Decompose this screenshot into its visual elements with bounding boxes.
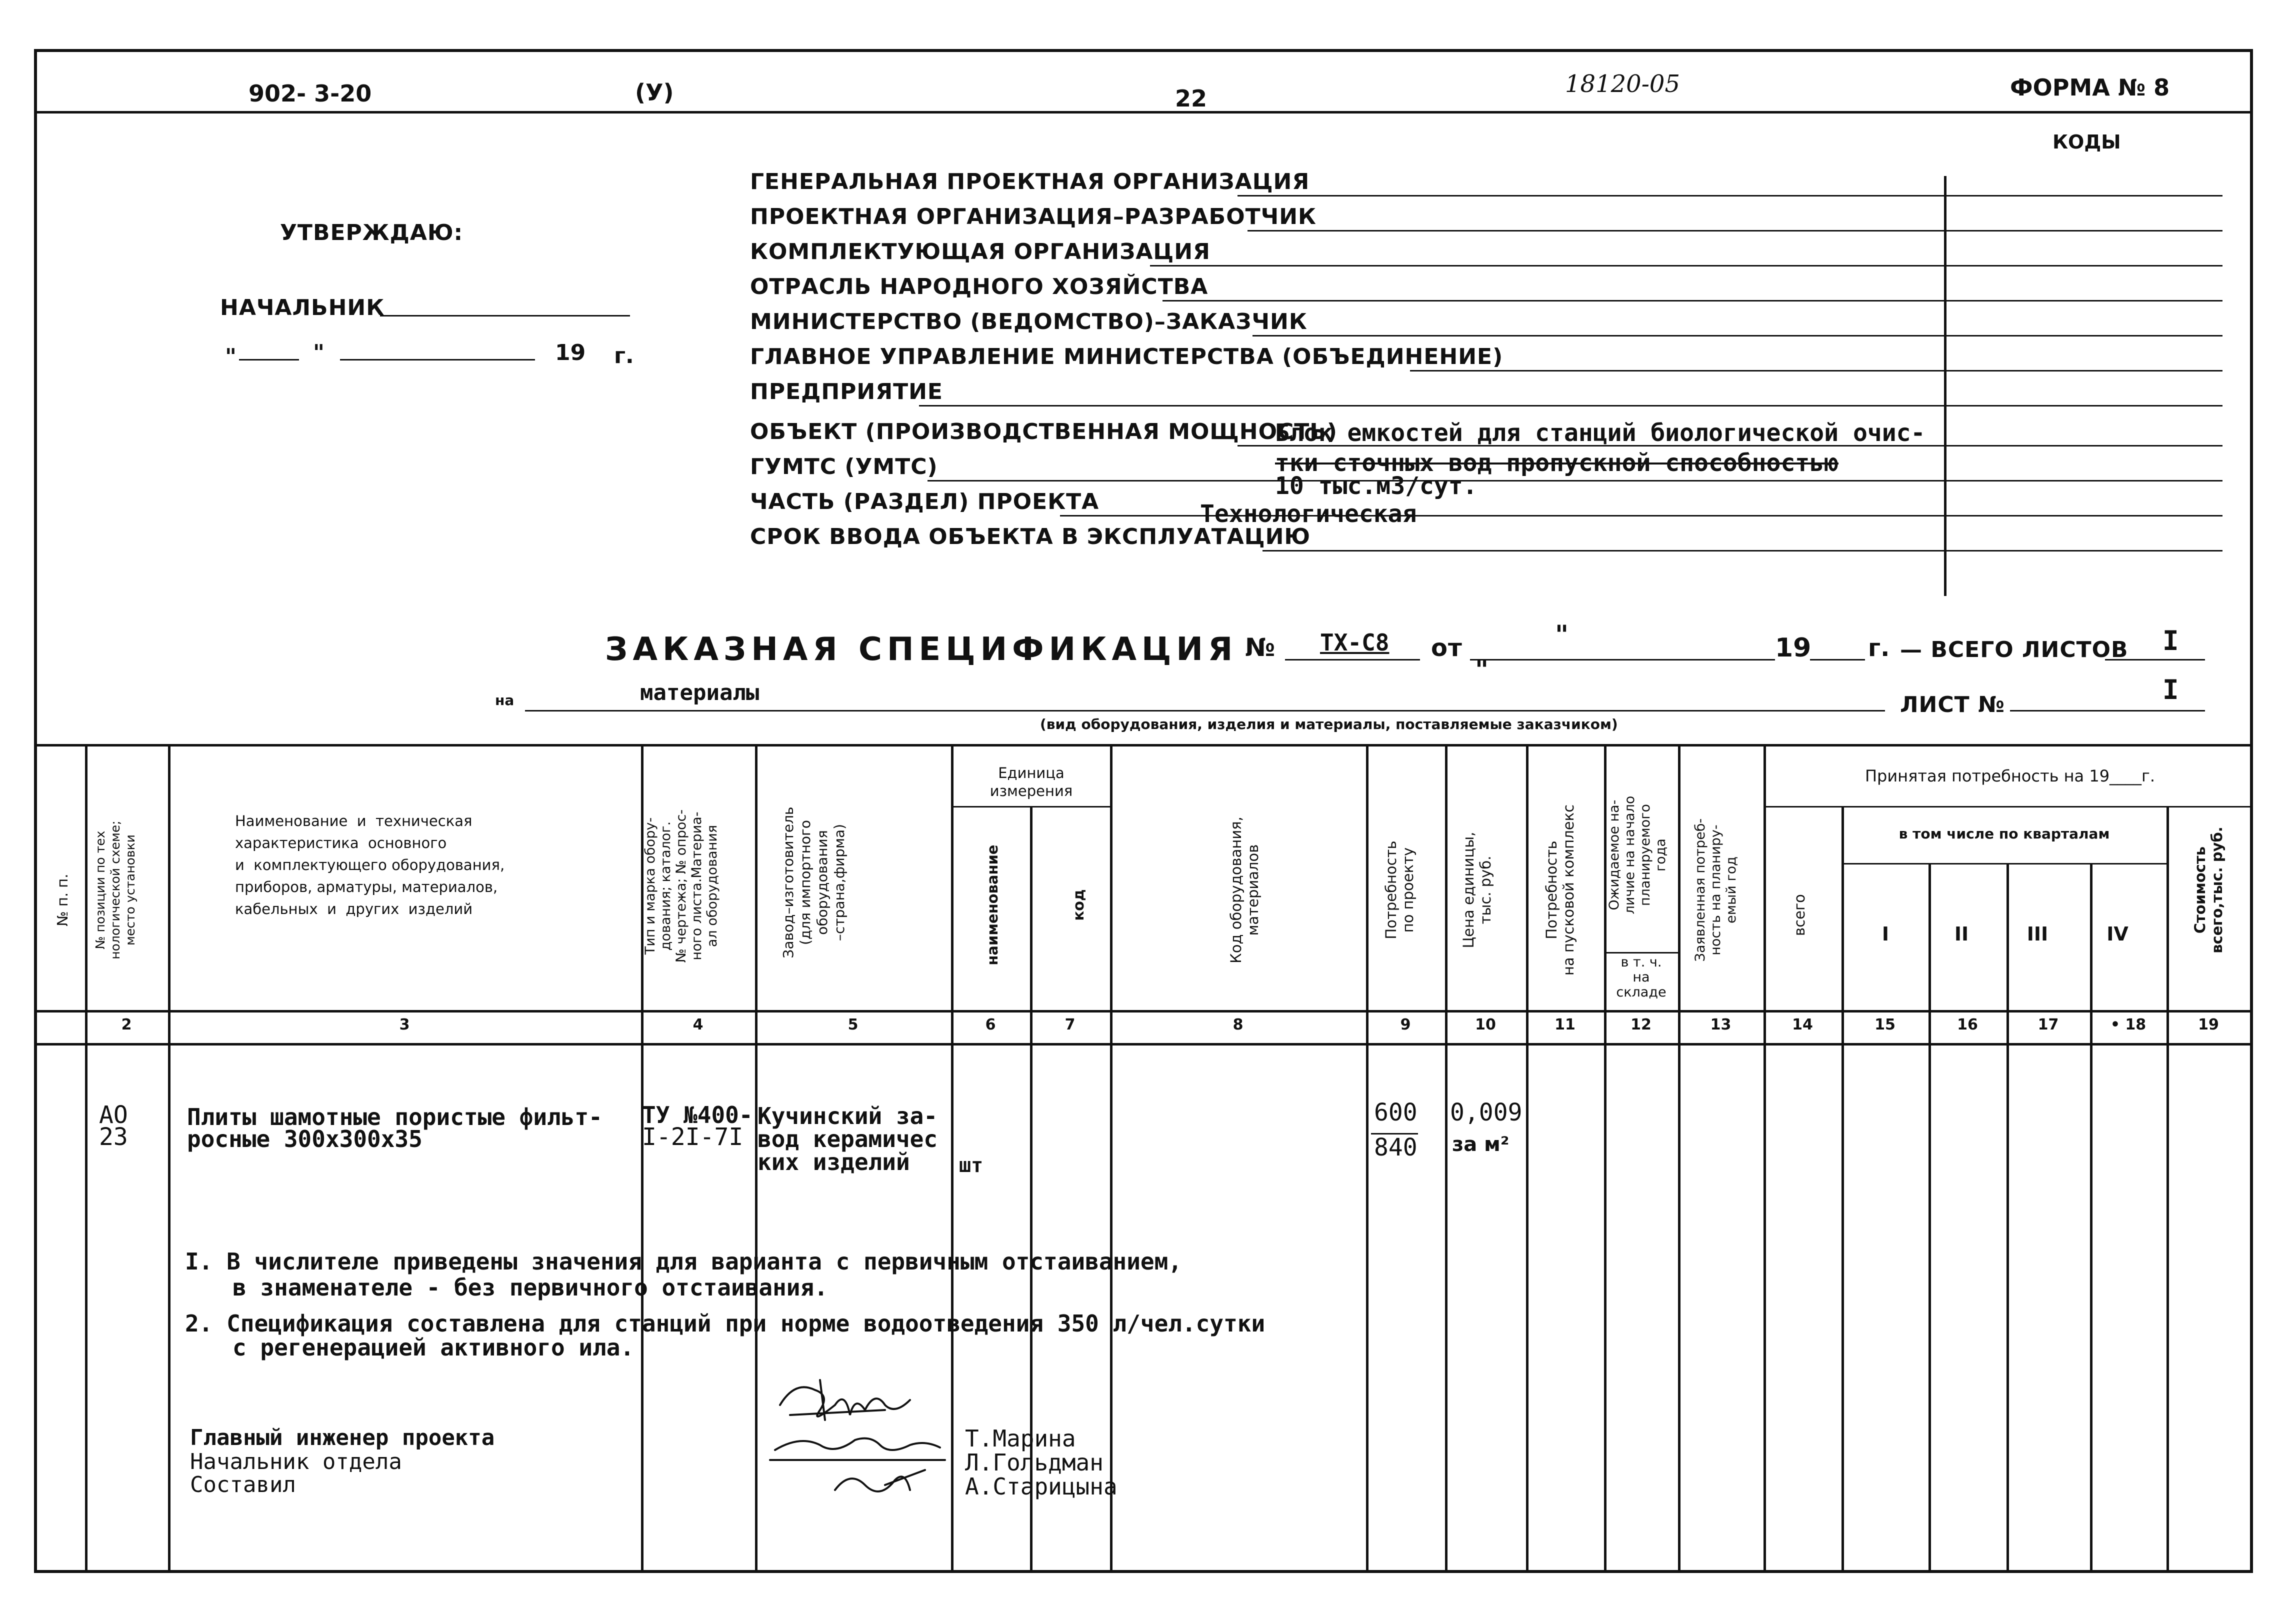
- header-divider: [34, 111, 2253, 114]
- row-price-1: 0,009: [1450, 1098, 1522, 1126]
- col-6-header: наименование: [984, 844, 1001, 966]
- table-column-divider: [2090, 863, 2092, 1572]
- column-number: 4: [692, 1016, 704, 1034]
- column-number: 8: [1232, 1016, 1244, 1034]
- note-2-line-1: 2. Спецификация составлена для станций при норме водоотведения 350 л/чел.сутки: [185, 1310, 1266, 1337]
- col-7-header: код: [1070, 889, 1087, 921]
- sheet-line: [2010, 710, 2205, 712]
- approve-label: УТВЕРЖДАЮ:: [280, 220, 464, 246]
- column-number: • 18: [2110, 1016, 2146, 1034]
- from-label: от: [1431, 634, 1462, 662]
- table-header-bottom: [34, 1010, 2253, 1012]
- table-column-divider: [2006, 863, 2009, 1572]
- on-line: [525, 710, 1885, 712]
- table-column-divider: [1764, 744, 1766, 1572]
- table-column-divider: [1842, 806, 1844, 1572]
- row-position-1: АО: [99, 1101, 128, 1129]
- on-value: материалы: [640, 680, 760, 706]
- org-field-label: СРОК ВВОДА ОБЪЕКТА В ЭКСПЛУАТАЦИЮ: [750, 524, 1311, 550]
- org-field-line: [1162, 300, 2222, 302]
- quarter-2-header: II: [1954, 923, 1969, 945]
- table-column-divider: [2166, 806, 2169, 1572]
- row-maker-3: ких изделий: [758, 1148, 910, 1176]
- row-name-2: росные 300х300х35: [187, 1126, 422, 1152]
- row-price-2: за м²: [1452, 1133, 1510, 1156]
- handwritten-signatures: [760, 1360, 970, 1530]
- signer-3-name: А.Старицына: [965, 1473, 1118, 1500]
- accepted-divider: [1764, 806, 2250, 808]
- role-compiler: Составил: [190, 1472, 296, 1498]
- col-10-header: Цена единицы, тыс. руб.: [1460, 832, 1494, 948]
- codes-divider: [1944, 176, 1946, 596]
- row-unit: шт: [959, 1154, 984, 1177]
- org-field-line: [1248, 230, 2222, 232]
- org-field-line: [919, 405, 2222, 406]
- spec-year: 19: [1775, 633, 1812, 663]
- project-part-value: Технологическая: [1200, 500, 1417, 528]
- codes-label: КОДЫ: [2052, 131, 2121, 153]
- column-number: 13: [1710, 1016, 1732, 1034]
- quarter-1-header: I: [1882, 923, 1890, 945]
- row-position-2: 23: [99, 1123, 128, 1151]
- variant-label: (У): [635, 79, 674, 106]
- note-1-line-1: I. В числителе приведены значения для варианта с первичным отстаиванием,: [185, 1248, 1182, 1275]
- table-column-divider: [1445, 744, 1448, 1572]
- sheet-label: ЛИСТ №: [1900, 692, 2005, 718]
- signer-1-name: Т.Марина: [965, 1425, 1076, 1452]
- spec-year-line: [1810, 659, 1865, 660]
- spec-number-line: [1285, 659, 1420, 660]
- org-field-label: ПРОЕКТНАЯ ОРГАНИЗАЦИЯ–РАЗРАБОТЧИК: [750, 204, 1316, 230]
- row-type-1: ТУ №400-: [642, 1102, 753, 1128]
- col-5-header: Завод–изготовитель (для импортного оборудования –страна,фирма): [780, 806, 848, 958]
- row-maker-2: вод керамичес: [758, 1126, 938, 1152]
- object-value-line2: тки сточных вод пропускной способностью: [1275, 449, 1839, 477]
- column-number: 10: [1475, 1016, 1496, 1034]
- archive-number: 18120-05: [1565, 70, 1680, 98]
- spec-date-quote2: ": [1475, 655, 1489, 685]
- stock-divider: [1604, 952, 1678, 954]
- col-3-header: Наименование и техническая характеристика основного и комплектующего оборудования, приборов, арматуры, материалов, кабельных и других изделий: [235, 812, 505, 918]
- org-field-line: [1238, 195, 2222, 196]
- spec-title: ЗАКАЗНАЯ СПЕЦИФИКАЦИЯ: [605, 631, 1238, 668]
- approval-year-suffix: г.: [614, 343, 634, 368]
- org-field-label: ГУМТС (УМТС): [750, 454, 938, 480]
- column-number: 14: [1792, 1016, 1813, 1034]
- note-2-line-2: с регенерацией активного ила.: [232, 1334, 634, 1361]
- table-column-divider: [1678, 744, 1680, 1572]
- column-number: 15: [1874, 1016, 1896, 1034]
- quarter-3-header: III: [2026, 923, 2048, 945]
- column-number: 9: [1400, 1016, 1411, 1034]
- note-1-line-2: в знаменателе - без первичного отстаивания.: [232, 1274, 828, 1301]
- accepted-header: Принятая потребность на 19____г.: [1864, 766, 2156, 786]
- org-field-label: ЧАСТЬ (РАЗДЕЛ) ПРОЕКТА: [750, 489, 1100, 514]
- table-top-border: [34, 744, 2253, 746]
- spec-number-value: ТХ-С8: [1320, 629, 1390, 656]
- unit-group-header: Единица измерения: [990, 764, 1073, 800]
- col-12b-header: в т. ч. на складе: [1616, 954, 1666, 1000]
- chief-label: НАЧАЛЬНИК: [220, 295, 385, 320]
- row-name-1: Плиты шамотные пористые фильт-: [187, 1104, 602, 1130]
- col-8-header: Код оборудования, материалов: [1228, 816, 1262, 964]
- chief-signature-line: [380, 315, 630, 316]
- table-column-divider: [168, 744, 170, 1572]
- project-code: 902- 3-20: [248, 80, 372, 107]
- col-13-header: Заявленная потреб- ность на планиру- емый год: [1692, 818, 1739, 962]
- col-2-header: № позиции по тех нологической схеме; место установки: [93, 820, 138, 960]
- column-number: 2: [121, 1016, 132, 1034]
- column-number: 11: [1554, 1016, 1576, 1034]
- quarters-divider: [1842, 863, 2166, 864]
- col-14-header: всего: [1791, 894, 1808, 936]
- org-field-label: МИНИСТЕРСТВО (ВЕДОМСТВО)–ЗАКАЗЧИК: [750, 309, 1308, 334]
- column-number: 5: [848, 1016, 858, 1034]
- signer-2-name: Л.Гольдман: [965, 1449, 1104, 1476]
- role-department-head: Начальник отдела: [190, 1449, 402, 1474]
- spec-date-quote: ": [1555, 620, 1569, 650]
- org-field-line: [1410, 370, 2222, 372]
- org-field-line: [928, 480, 2222, 482]
- quarters-header: в том числе по кварталам: [1898, 826, 2110, 842]
- role-chief-engineer: Главный инженер проекта: [190, 1425, 495, 1450]
- col-11-header: Потребность на пусковой комплекс: [1543, 804, 1577, 976]
- sheet-value: I: [2162, 674, 2179, 706]
- col-9-header: Потребность по проекту: [1382, 840, 1416, 940]
- table-column-divider: [1366, 744, 1368, 1572]
- table-column-divider: [1526, 744, 1528, 1572]
- table-numbers-bottom: [34, 1043, 2253, 1046]
- spec-date-line: [1470, 659, 1775, 660]
- table-column-divider: [1110, 744, 1112, 1572]
- org-field-label: ГЕНЕРАЛЬНАЯ ПРОЕКТНАЯ ОРГАНИЗАЦИЯ: [750, 169, 1310, 194]
- spec-subcaption: (вид оборудования, изделия и материалы, поставляемые заказчиком): [1040, 716, 1618, 732]
- row-type-2: I-2I-7I: [642, 1123, 744, 1151]
- column-number: 7: [1064, 1016, 1076, 1034]
- column-number: 3: [399, 1016, 410, 1034]
- column-number: 17: [2038, 1016, 2059, 1034]
- month-line: [340, 359, 535, 360]
- table-column-divider: [85, 744, 88, 1572]
- org-field-line: [1150, 265, 2222, 266]
- table-column-divider: [2250, 744, 2253, 1572]
- org-field-label: ГЛАВНОЕ УПРАВЛЕНИЕ МИНИСТЕРСТВА (ОБЪЕДИНЕНИЕ): [750, 344, 1504, 370]
- table-column-divider: [1928, 863, 1931, 1572]
- org-field-label: ОТРАСЛЬ НАРОДНОГО ХОЗЯЙСТВА: [750, 274, 1208, 300]
- col-19-header: Стоимость всего,тыс. руб.: [2192, 826, 2226, 954]
- org-field-line: [1252, 335, 2222, 336]
- total-sheets-value: I: [2162, 625, 2179, 656]
- row-need-numerator: 600: [1374, 1098, 1418, 1126]
- col-4-header: Тип и марка обору- дования; каталог. № чертежа; № опрос- ного листа.Материа- ал оборудования: [642, 809, 720, 963]
- org-field-label: ОБЪЕКТ (ПРОИЗВОДСТВЕННАЯ МОЩНОСТЬ): [750, 419, 1338, 444]
- row-maker-1: Кучинский за-: [758, 1102, 938, 1130]
- object-value-line3: 10 тыс.м3/сут.: [1275, 472, 1478, 500]
- col-12-header: Ожидаемое на- личие на начало планируемого года: [1606, 796, 1668, 914]
- col-1-header: № п. п.: [54, 874, 71, 926]
- row-need-denominator: 840: [1374, 1134, 1418, 1162]
- approval-year: 19: [555, 340, 586, 366]
- org-field-label: КОМПЛЕКТУЮЩАЯ ОРГАНИЗАЦИЯ: [750, 239, 1210, 264]
- quarter-4-header: IV: [2106, 923, 2128, 945]
- org-field-label: ПРЕДПРИЯТИЕ: [750, 379, 943, 404]
- page-number: 22: [1175, 85, 1208, 112]
- column-number: 19: [2198, 1016, 2219, 1034]
- org-field-line: [1262, 550, 2222, 552]
- date-quote-open: ": [225, 344, 236, 370]
- day-line: [239, 359, 299, 360]
- column-number: 16: [1957, 1016, 1978, 1034]
- date-quote-close: ": [313, 340, 324, 366]
- spec-number-label: №: [1245, 633, 1276, 662]
- column-number: 12: [1630, 1016, 1652, 1034]
- object-value-line1: Блок емкостей для станций биологической очис-: [1275, 419, 1926, 447]
- unit-group-line: [951, 806, 1110, 808]
- total-sheets-line: [2105, 659, 2205, 660]
- form-label: ФОРМА № 8: [2010, 74, 2170, 101]
- column-number: 6: [985, 1016, 996, 1034]
- total-sheets-label: — ВСЕГО ЛИСТОВ: [1900, 637, 2128, 662]
- on-label: на: [495, 692, 514, 708]
- spec-year-suffix: г.: [1868, 634, 1890, 662]
